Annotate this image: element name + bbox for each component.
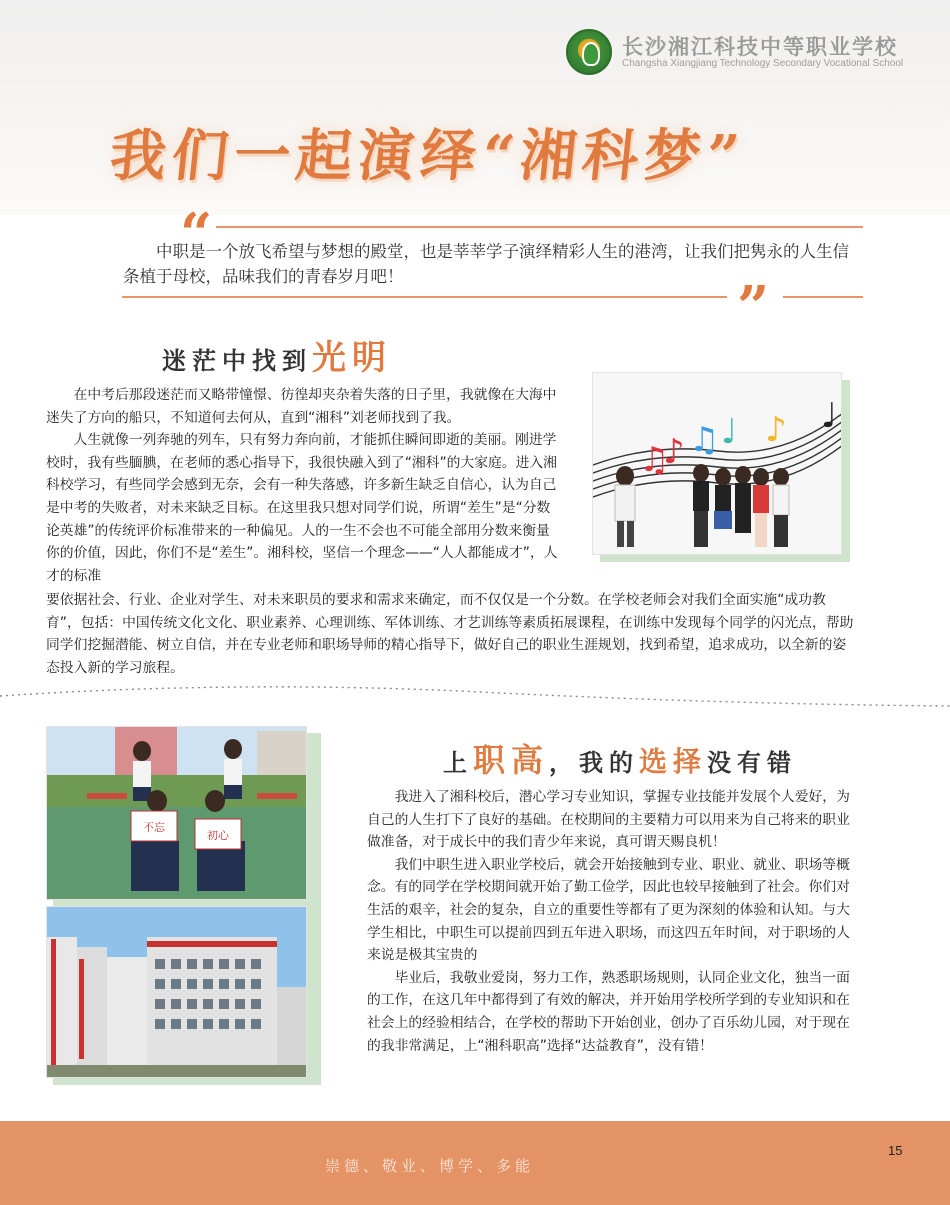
school-name-en: Changsha Xiangjiang Technology Secondary Vocational School <box>622 58 904 69</box>
svg-text:♪: ♪ <box>765 410 787 450</box>
building-illustration <box>47 907 307 1078</box>
section2-paragraph: 我进入了湘科校后，潜心学习专业知识，掌握专业技能并发展个人爱好，为自己的人生打下了良好的基础。在校期间的主要精力可以用来为自己将来的职业做准备，对于成长中的我们青少年来说，真可谓天赐良机！ <box>367 789 850 851</box>
section2-heading-part: ，我的 <box>549 748 640 777</box>
svg-text:♪: ♪ <box>663 432 685 472</box>
students-playground-photo <box>46 726 307 900</box>
music-notes-illustration <box>593 373 842 555</box>
section2-heading <box>443 735 797 781</box>
playground-illustration <box>47 727 307 900</box>
school-building-photo <box>46 906 307 1078</box>
section2-heading-accent: 职高 <box>473 741 550 779</box>
section2-heading-part: 没有错 <box>707 748 798 777</box>
section2-paragraph: 我们中职生进入职业学校后，就会开始接触到专业、职业、就业、职场等概念。有的同学在学校期间就开始了勤工俭学，因此也较早接触到了社会。你们对生活的艰辛，社会的复杂，自立的重要性等都有了更为深刻的体验和认知。与大学生相比，中职生可以提前四到五年进入职场，而这四五年时间，对于职场的人来说是极其宝贵的 <box>367 856 850 964</box>
school-name-cn: 长沙湘江科技中等职业学校 <box>622 34 898 59</box>
page-number: 15 <box>888 1143 903 1158</box>
school-motto: 崇德、敬业、博学、多能 <box>325 1157 535 1175</box>
sign-text: 不忘 <box>143 821 165 834</box>
school-logo <box>566 26 936 76</box>
section2-heading-accent: 选择 <box>639 745 708 778</box>
section1-heading-accent: 光明 <box>312 338 392 378</box>
students-music-photo <box>592 372 842 555</box>
intro-quote: 中职是一个放飞希望与梦想的殿堂，也是莘莘学子演绎精彩人生的港湾，让我们把隽永的人生信条植于母校，品味我们的青春岁月吧！ <box>123 242 849 286</box>
svg-text:♫: ♫ <box>689 420 720 460</box>
svg-text:♩: ♩ <box>821 396 838 436</box>
section2-text <box>367 786 863 1057</box>
section2-heading-part: 上 <box>443 748 473 777</box>
svg-text:♩: ♩ <box>721 412 738 452</box>
open-quote-icon: “ <box>180 201 213 267</box>
section1-text <box>46 384 560 587</box>
section1-text-continued <box>46 589 858 679</box>
dotted-wave-divider <box>0 684 950 714</box>
close-quote-icon: ” <box>737 274 770 340</box>
page-title: 我们一起演绎“湘科梦” <box>106 123 748 189</box>
quote-bottom-rule <box>122 296 727 298</box>
svg-text:♫: ♫ <box>639 440 670 480</box>
section1-heading-text: 迷茫中找到 <box>162 346 312 375</box>
school-emblem-icon <box>566 29 612 75</box>
section1-paragraph-continued: 要依据社会、行业、企业对学生、对未来职员的要求和需求来确定，而不仅仅是一个分数。在学校老师会对我们全面实施“成功教育”，包括：中国传统文化文化、职业素养、心理训练、军体训练、才艺训练等素质拓展课程，在训练中发现每个同学的闪光点，帮助同学们挖掘潜能、树立自信，并在专业老师和职场导师的精心指导下，做好自己的职业生涯规划，找到希望，追求成功，以全新的姿态投入新的学习旅程。 <box>46 592 854 676</box>
sign-text: 初心 <box>207 829 229 842</box>
section1-paragraph: 在中考后那段迷茫而又略带憧憬、彷徨却夹杂着失落的日子里，我就像在大海中迷失了方向的船只，不知道何去何从，直到“湘科”刘老师找到了我。 <box>46 387 557 426</box>
section1-heading <box>162 330 392 379</box>
section1-paragraph: 人生就像一列奔驰的列车，只有努力奔向前，才能抓住瞬间即逝的美丽。刚进学校时，我有些腼腆，在老师的悉心指导下，我很快融入到了“湘科”的大家庭。进入湘科校学习，有些同学会感到无奈，会有一种失落感，许多新生缺乏自信心，认为自己是中考的失败者，对未来缺乏目标。在这里我只想对同学们说，所谓“差生”是“分数论英雄”的传统评价标准带来的一种偏见。人的一生不会也不可能全部用分数来衡量你的价值，因此，你们不是“差生”。湘科校，坚信一个理念——“人人都能成才”，人才的标准 <box>46 432 558 584</box>
quote-top-rule <box>216 226 863 228</box>
section2-paragraph: 毕业后，我敬业爱岗，努力工作，熟悉职场规则，认同企业文化，独当一面的工作，在这几年中都得到了有效的解决，并开始用学校所学到的专业知识和在社会上的经验相结合，在学校的帮助下开始创业，创办了百乐幼儿园，对于现在的我非常满足，上“湘科职高”选择“达益教育”，没有错！ <box>367 969 850 1054</box>
quote-bottom-rule-end <box>783 296 863 298</box>
